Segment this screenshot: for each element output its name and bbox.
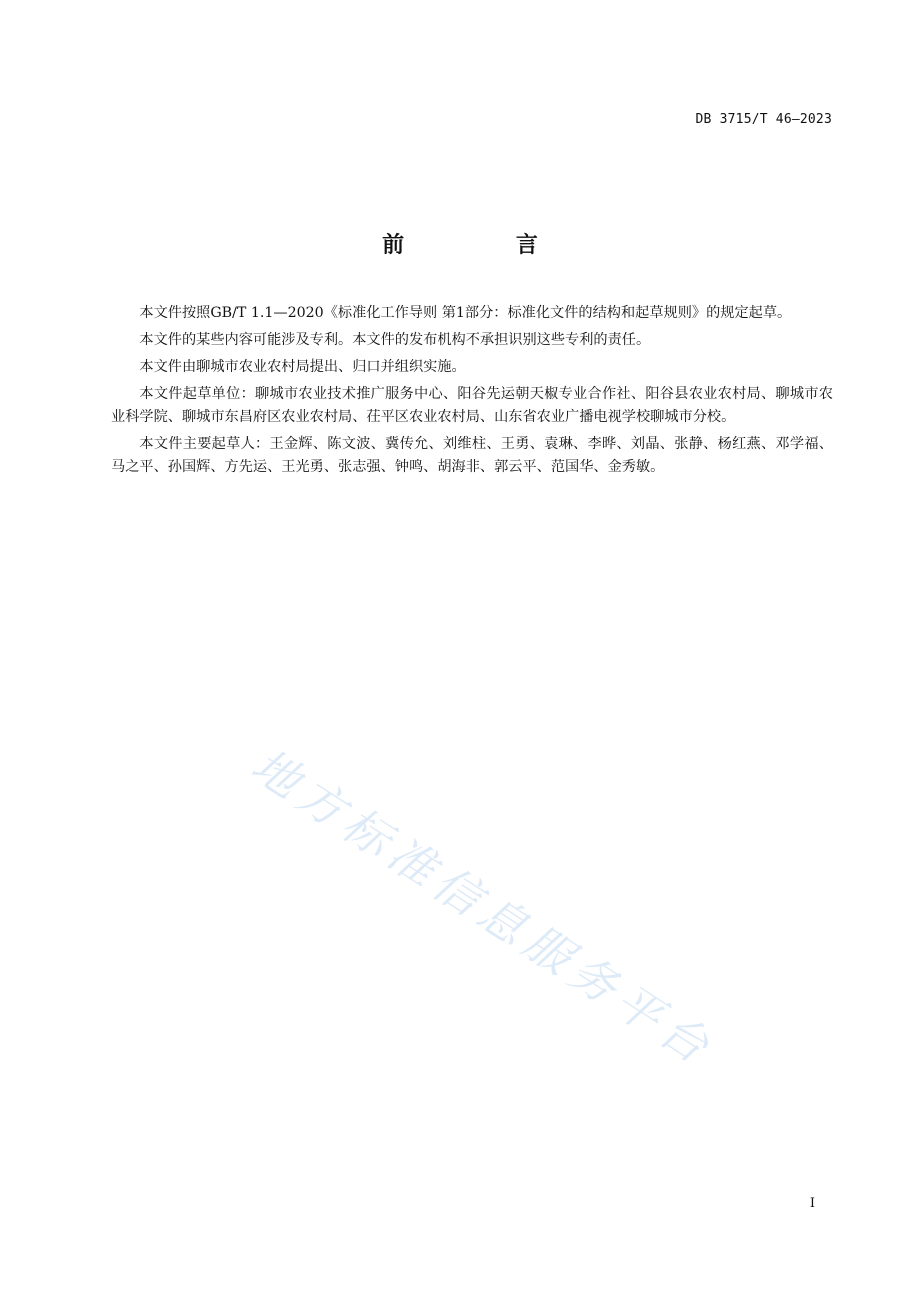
paragraph-drafting-units: 本文件起草单位：聊城市农业技术推广服务中心、阳谷先运朝天椒专业合作社、阳谷县农业农村局、聊城市农业科学院、聊城市东昌府区农业农村局、茌平区农业农村局、山东省农业广播电视学校聊城市分校。 xyxy=(111,386,833,425)
preface-body xyxy=(111,302,833,483)
paragraph-proposer: 本文件由聊城市农业农村局提出、归口并组织实施。 xyxy=(139,359,466,375)
paragraph-drafting-rules: 本文件按照GB/T 1.1—2020《标准化工作导则 第1部分：标准化文件的结构和起草规则》的规定起草。 xyxy=(139,305,792,321)
paragraph-drafters: 本文件主要起草人：王金辉、陈文波、冀传允、刘维柱、王勇、袁琳、李晔、刘晶、张静、杨红燕、邓学福、马之平、孙国辉、方先运、王光勇、张志强、钟鸣、胡海非、郭云平、范国华、金秀敏。 xyxy=(111,436,833,475)
watermark: 地方标准信息服务平台 xyxy=(242,737,725,1078)
page-number: I xyxy=(809,1196,815,1211)
paragraph-patent-notice: 本文件的某些内容可能涉及专利。本文件的发布机构不承担识别这些专利的责任。 xyxy=(139,332,651,348)
document-code: DB 3715/T 46—2023 xyxy=(695,112,832,127)
page-title: 前 言 xyxy=(382,233,590,258)
